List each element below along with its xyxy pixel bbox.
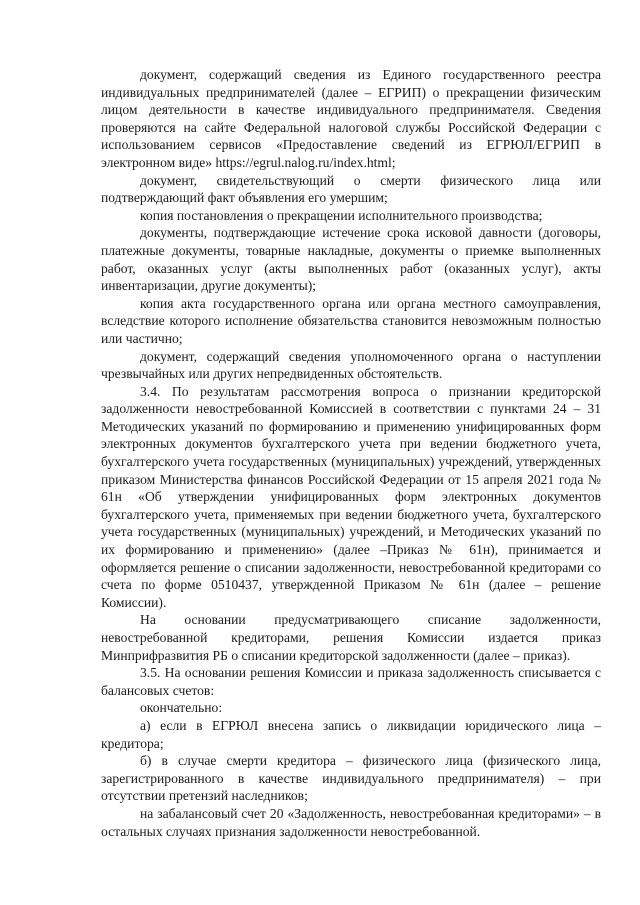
paragraph-death-document: документ, свидетельствующий о смерти физического лица или подтверждающий факт объявления его умершим; bbox=[101, 172, 601, 206]
paragraph-order-issued: На основании предусматривающего списание задолженности, невостребованной кредиторами, решения Комиссии издается приказ Минприфразвития РБ о списании кредиторской задолженности (далее – приказ). bbox=[101, 612, 601, 663]
paragraph-government-act-copy: копия акта государственного органа или органа местного самоуправления, вследствие которого исполнение обязательства становится невозможным полностью или частично; bbox=[101, 295, 601, 346]
paragraph-emergency-document: документ, содержащий сведения уполномоченного органа о наступлении чрезвычайных или других непредвиденных обстоятельств. bbox=[101, 348, 601, 382]
paragraph-limitation-documents: документы, подтверждающие истечение срока исковой давности (договоры, платежные документы, товарные накладные, документы о приемке выполненных работ, оказанных услуг (акты выполненных работ (оказанных услуг), акты инвентаризации, другие документы); bbox=[101, 225, 601, 294]
document-body bbox=[101, 66, 601, 840]
paragraph-item-a: а) если в ЕГРЮЛ внесена запись о ликвидации юридического лица – кредитора; bbox=[101, 717, 601, 751]
paragraph-section-3-4: 3.4. По результатам рассмотрения вопроса о признании кредиторской задолженности невостребованной Комиссией в соответствии с пунктами 24 – 31 Методических указаний по формированию и применению унифицированных форм электронных документов бухгалтерского учета при ведении бюджетного учета, бухгалтерского учета государственных (муниципальных) учреждений, утвержденных приказом Министерства финансов Российской Федерации от 15 апреля 2021 года № 61н «Об утверждении унифицированных форм электронных документов бухгалтерского учета, применяемых при ведении бюджетного учета, бухгалтерского учета государственных (муниципальных) учреждений, и Методических указаний по их формированию и применению» (далее –Приказ № 61н), принимается и оформляется решение о списании задолженности, невостребованной кредиторами со счета по форме 0510437, утвержденной Приказом № 61н (далее – решение Комиссии). bbox=[101, 383, 601, 610]
paragraph-finally: окончательно: bbox=[140, 700, 223, 716]
paragraph-item-b: б) в случае смерти кредитора – физического лица (физического лица, зарегистрированного в качестве индивидуального предпринимателя) – при отсутствии претензий наследников; bbox=[101, 753, 601, 804]
paragraph-egrip-document: документ, содержащий сведения из Единого государственного реестра индивидуальных предпринимателей (далее – ЕГРИП) о прекращении физическим лицом деятельности в качестве индивидуального предпринимателя. Сведения проверяются на сайте Федеральной налоговой службы Российской Федерации с использованием сервисов «Предоставление сведений из ЕГРЮЛ/ЕГРИП в электронном виде» https://egrul.nalog.ru/index.html; bbox=[101, 67, 601, 170]
paragraph-off-balance-account: на забалансовый счет 20 «Задолженность, невостребованная кредиторами» – в остальных случаях признания задолженности невостребованной. bbox=[101, 805, 601, 839]
paragraph-enforcement-copy: копия постановления о прекращении исполнительного производства; bbox=[140, 207, 543, 223]
paragraph-section-3-5: 3.5. На основании решения Комиссии и приказа задолженность списывается с балансовых счетов: bbox=[101, 665, 601, 698]
